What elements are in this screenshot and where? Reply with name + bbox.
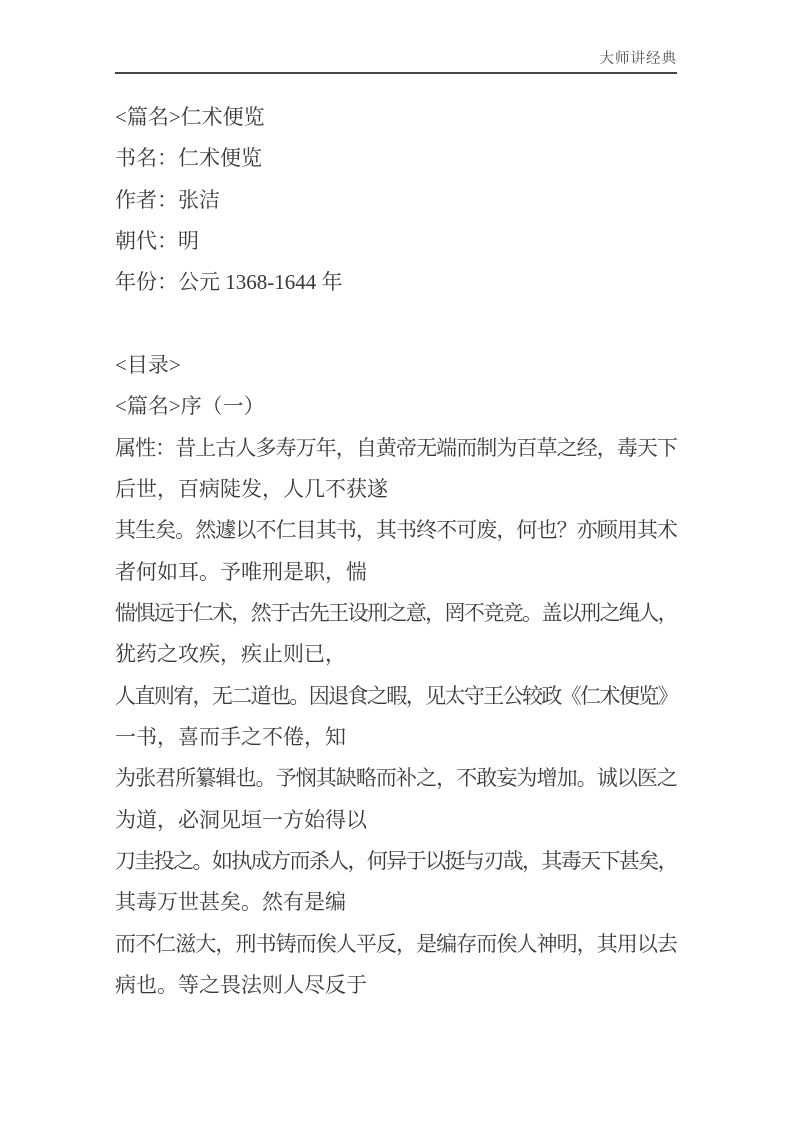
text-line: 为张君所纂辑也。予悯其缺略而补之，不敢妄为增加。诚以医之 — [115, 766, 677, 791]
page-header-title: 大师讲经典 — [599, 51, 677, 67]
text-line: 病也。等之畏法则人尽反于 — [115, 972, 367, 997]
text-line: 年份：公元 1368-1644 年 — [115, 270, 343, 295]
text-line: 而不仁滋大，刑书铸而俟人平反，是编存而俟人神明，其用以去 — [115, 931, 677, 956]
text-line: 作者：张洁 — [115, 187, 220, 212]
header-divider-rule — [115, 72, 677, 74]
blank-line — [115, 304, 677, 345]
text-line: 为道，必洞见垣一方始得以 — [115, 807, 367, 832]
text-line: 朝代：明 — [115, 228, 199, 253]
text-line: 其生矣。然遽以不仁目其书，其书终不可废，何也？亦顾用其术 — [115, 518, 677, 543]
text-line: <篇名>序（一） — [115, 394, 265, 419]
text-line: 书名：仁术便览 — [115, 146, 262, 171]
document-body-text — [115, 97, 677, 1006]
text-line: 其毒万世甚矣。然有是编 — [115, 890, 346, 915]
text-line: 者何如耳。予唯刑是职，惴 — [115, 559, 367, 584]
text-line: 后世，百病陡发，人几不获遂 — [115, 476, 388, 501]
text-line: 犹药之攻疾，疾止则已， — [115, 642, 346, 667]
text-line: <篇名>仁术便览 — [115, 105, 265, 129]
text-line: <目录> — [115, 352, 181, 377]
text-line: 属性：昔上古人多寿万年，自黄帝无端而制为百草之经，毒天下 — [115, 435, 677, 460]
text-line: 刀圭投之。如执成方而杀人，何异于以挺与刃哉，其毒天下甚矣， — [115, 848, 677, 873]
text-line: 一书，喜而手之不倦，知 — [115, 724, 346, 749]
text-line: 人直则宥，无二道也。因退食之暇，见太守王公较政《仁术便览》 — [115, 683, 677, 708]
text-line: 惴惧远于仁术，然于古先王设刑之意，罔不竞竞。盖以刑之绳人， — [115, 600, 677, 625]
